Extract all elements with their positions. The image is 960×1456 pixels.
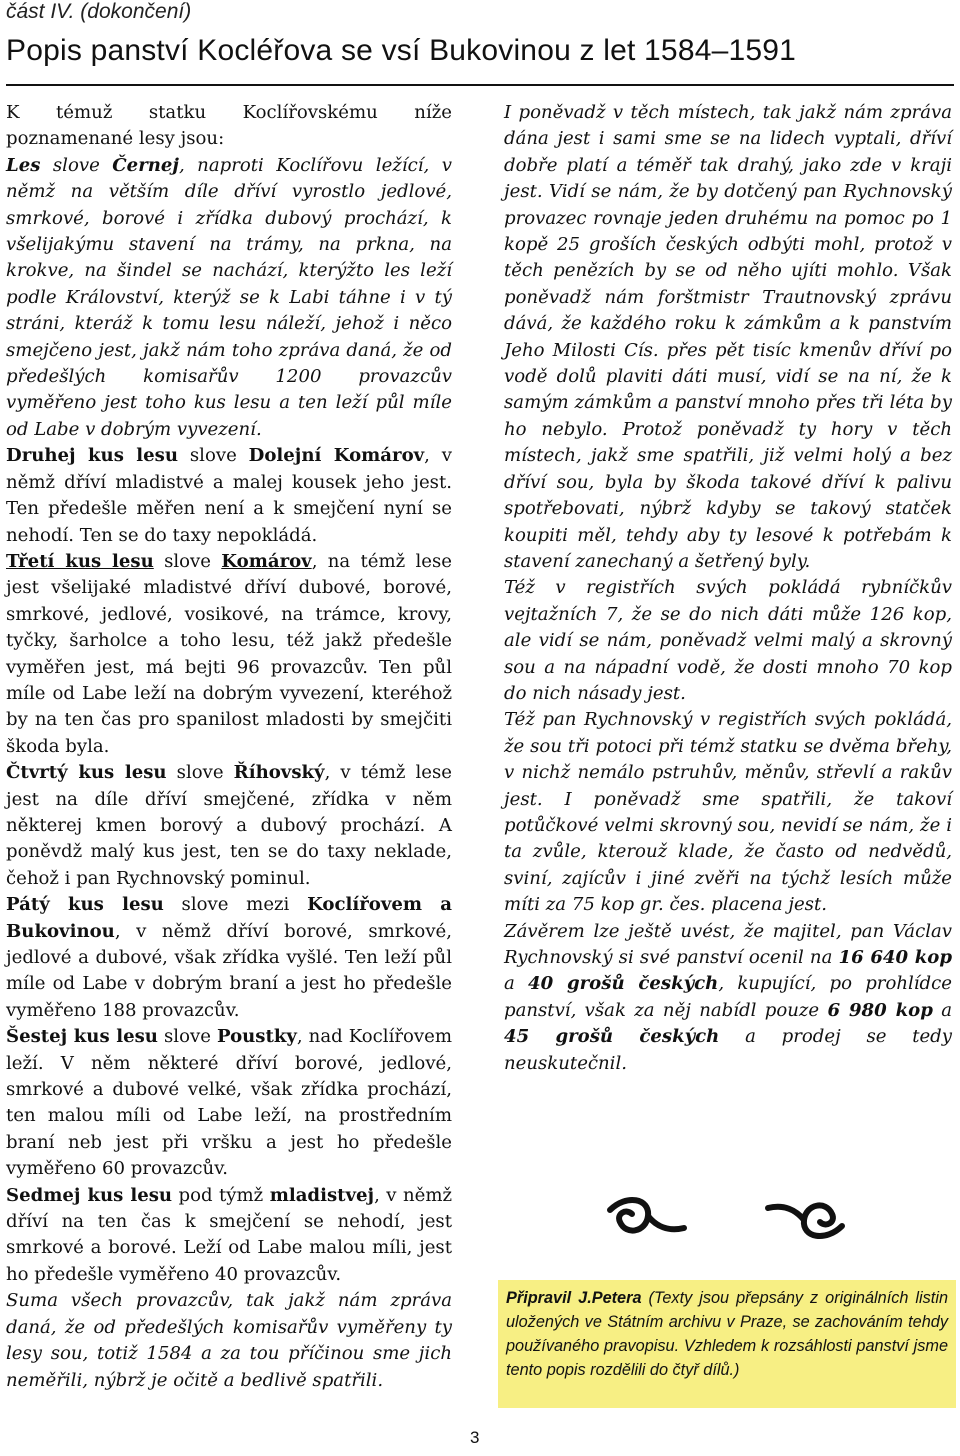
- left-scroll-ornament: [610, 1200, 684, 1231]
- forest-3-place: Komárov: [221, 550, 312, 572]
- right-paragraph-3-text: Též pan Rychnovský v registřích svých pokládá, že sou tři potoci při témž statku se dvěma břehy, v nichž nemálo pstruhův, měnův, střevlí a rakův jest. I poněvadž sme spatřili, že takoví potůčkové velmi skrovný sou, nevidí se nám, že i ta zvůle, kterouž klade, že často od nedvědů, sviní, zajícův i jiné zvěři na týchž lesích může míti za 75 kop gr. čes. placena jest.: [504, 709, 952, 916]
- forest-7-name: Sedmej kus lesu: [6, 1184, 173, 1206]
- left-column: [6, 100, 452, 1394]
- forest-3-text-a: slove: [153, 550, 222, 572]
- forest-7-text-a: pod týmž: [172, 1184, 270, 1206]
- summary-text: Suma všech provazcův, tak jakž nám zpráva daná, že od předešlých komisařův vyměřeny ty lesy sou, totiž 1584 a za tou příčinou sme jich neměřili, nýbrž je očitě a bedlivě spatřili.: [6, 1290, 452, 1391]
- forest-5-name: Pátý kus lesu: [6, 894, 164, 916]
- conclusion-text-d: a: [932, 999, 952, 1021]
- forest-3-paragraph: [6, 549, 452, 760]
- forest-5-text-b: , v němž dříví borové, smrkové, jedlové a dubové, však zřídka vyšlé. Ten leží půl míle od Labe v dobrým braní a jest ho předešle vyměřeno 188 provazcův.: [6, 920, 452, 1021]
- offer-price-kop: 6 980 kop: [827, 999, 933, 1021]
- forest-7-text-b: , v němž dříví na ten čas k smejčení se nehodí, jest smrkové a borové. Leží od Labe malou míli, jest ho předešle vyměřeno 40 provazcův.: [6, 1184, 453, 1285]
- intro-paragraph: [6, 100, 452, 153]
- forest-6-text-a: slove: [157, 1026, 217, 1048]
- page-title: Popis panství Kocléřova se vsí Bukovinou z let 1584–1591: [6, 34, 797, 67]
- asking-price-kop: 16 640 kop: [838, 947, 952, 968]
- right-paragraph-3: [504, 707, 952, 918]
- note-author: Připravil J.Petera: [506, 1289, 642, 1307]
- forest-7-paragraph: [6, 1183, 452, 1289]
- title-rule: [6, 84, 954, 86]
- forest-7-place: mladistvej: [269, 1184, 375, 1206]
- forest-5-paragraph: [6, 892, 452, 1024]
- forest-3-name: Třetí kus lesu: [6, 550, 154, 572]
- right-scroll-ornament: [768, 1205, 842, 1236]
- forest-2-place: Dolejní Komárov: [248, 445, 425, 467]
- asking-price-grose: 40 grošů českých: [528, 973, 719, 995]
- conclusion-text-e: a prodej se tedy neuskutečnil.: [504, 1026, 952, 1074]
- right-column: [504, 100, 952, 1077]
- part-label: část IV. (dokončení): [6, 0, 192, 23]
- forest-5-text-a: slove mezi: [163, 894, 308, 916]
- forest-6-paragraph: [6, 1024, 452, 1182]
- conclusion-text-a: Závěrem lze ještě uvést, že majitel, pan Václav Rychnovský si své panství ocenil na: [504, 920, 952, 968]
- forest-1-name: Les: [6, 154, 41, 176]
- forest-4-place: Říhovský: [233, 762, 325, 784]
- conclusion-text-c: , kupující, po prohlídce panství, však za něj nabídl pouze: [504, 973, 952, 1021]
- forest-4-text-a: slove: [166, 762, 234, 784]
- forest-1-paragraph: [6, 153, 452, 443]
- forest-3-text-b: , na témž lese jest všelijaké mladistvé dříví dubové, borové, smrkové, jedlové, vosikové, na trámce, krovy, tyčky, šarholce a toho lesu, též jakž předešle vyměřen jest, má bejti 96 provazcův. Ten půl míle od Labe leží na dobrým vyvezení, kteréhož by na ten čas pro spanilost mladosti by smejčiti škoda byla.: [6, 550, 452, 757]
- ornament-divider: [596, 1192, 856, 1244]
- forest-1-place: Černej: [112, 154, 179, 176]
- forest-4-text-b: , v témž lese jest na díle dříví smejčené, zřídka v něm některej kmen borový a dubový prochází. A poněvdž malý kus jest, ten se do taxy neklade, čehož i pan Rychnovský pominul.: [6, 762, 452, 889]
- right-paragraph-1: [504, 100, 952, 575]
- forest-2-name: Druhej kus lesu: [6, 445, 179, 467]
- forest-2-paragraph: [6, 443, 452, 549]
- note-text: (Texty jsou přepsány z originálních listin uložených ve Státním archivu v Praze, se zachováním tehdy používaného pravopisu. Vzhledem k rozsáhlosti panství jsme tento popis rozdělili do čtyř dílů.): [506, 1289, 948, 1379]
- right-paragraph-2: [504, 575, 952, 707]
- forest-4-paragraph: [6, 760, 452, 892]
- page-number: 3: [470, 1428, 480, 1447]
- forest-2-text-a: slove: [178, 445, 249, 467]
- summary-paragraph: [6, 1288, 452, 1394]
- forest-6-name: Šestej kus lesu: [6, 1026, 158, 1048]
- offer-price-grose: 45 grošů českých: [504, 1026, 720, 1048]
- conclusion-paragraph: [504, 919, 952, 1077]
- forest-4-name: Čtvrtý kus lesu: [6, 762, 167, 784]
- editor-note-box: [498, 1280, 956, 1408]
- forest-6-place: Poustky: [216, 1026, 297, 1048]
- forest-2-text-b: , v němž dříví mladistvé a malej kousek jeho jest. Ten předešle měřen není a k smejčení nyní se nehodí. Ten se do taxy nepokládá.: [6, 445, 452, 546]
- right-paragraph-1-text: I poněvadž v těch místech, tak jakž nám zpráva dána jest i sami sme se na lidech vyptali, dříví dobře platí a téměř tak drahý, jako zde v kraji jest. Vidí se nám, že by dotčený pan Rychnovský provazec rovnaje jeden druhému na pomoc po 1 kopě 25 groších českých odbýti mohl, protož v těch penězích by se od něho ujíti mohlo. Však poněvadž nám forštmistr Trautnovský zprávu dává, že každého roku k zámkům a k panstvím Jeho Milosti Cís. přes pět tisíc kmenův dříví po vodě dolů plaviti dáti musí, vidí se na ní, že k samým zámkům a panství mnoho přes tři léta by ho nebylo. Protož poněvadž ty hory v těch místech, jakž sme spatřili, již velmi holý a bez dříví sou, byla by škoda takové dříví k palivu spotřebovati, nýbrž kdyby se takový statček koupiti měl, tehdy aby ty lesové k potřebám k stavení zanechaný a šetřený byly.: [504, 102, 952, 572]
- forest-5-place: Koclířovem a Bukovinou: [6, 894, 452, 942]
- forest-1-text-b: , naproti Koclířovu ležící, v němž na větším díle dříví vyrostlo jedlové, smrkové, borové i zřídka dubový prochází, k všelijakýmu stavení na trámy, na prkna, na krokve, na šindel se nachází, kterýžto les leží podle Království, kterýž se k Labi táhne i v tý stráni, kteráž k tomu lesu náleží, jehož i něco smejčeno jest, jakž nám toho zpráva daná, že od předešlých komisařův 1200 provazcův vyměřeno jest toho kus lesu a ten leží půl míle od Labe v dobrým vyvezení.: [6, 154, 452, 440]
- conclusion-text-b: a: [504, 973, 529, 995]
- intro-text: K témuž statku Koclířovskému níže poznamenané lesy jsou:: [6, 102, 452, 150]
- right-paragraph-2-text: Též v registřích svých pokládá rybníčkův vejtažních 7, že se do nich dáti může 126 kop, ale vidí se nám, poněvadž velmi malý a skrovný sou a na nápadní vodě, že dosti mnoho 70 kop do nich násady jest.: [504, 577, 952, 704]
- forest-1-text-a: slove: [40, 154, 113, 176]
- forest-6-text-b: , nad Koclířovem leží. V něm některé dříví borové, jedlové, smrkové a dubové velké, však zřídka prochází, ten malou míli od Labe leží, na prostředním braní neb jest při vršku a jest ho předešle vyměřeno 60 provazcův.: [6, 1026, 453, 1180]
